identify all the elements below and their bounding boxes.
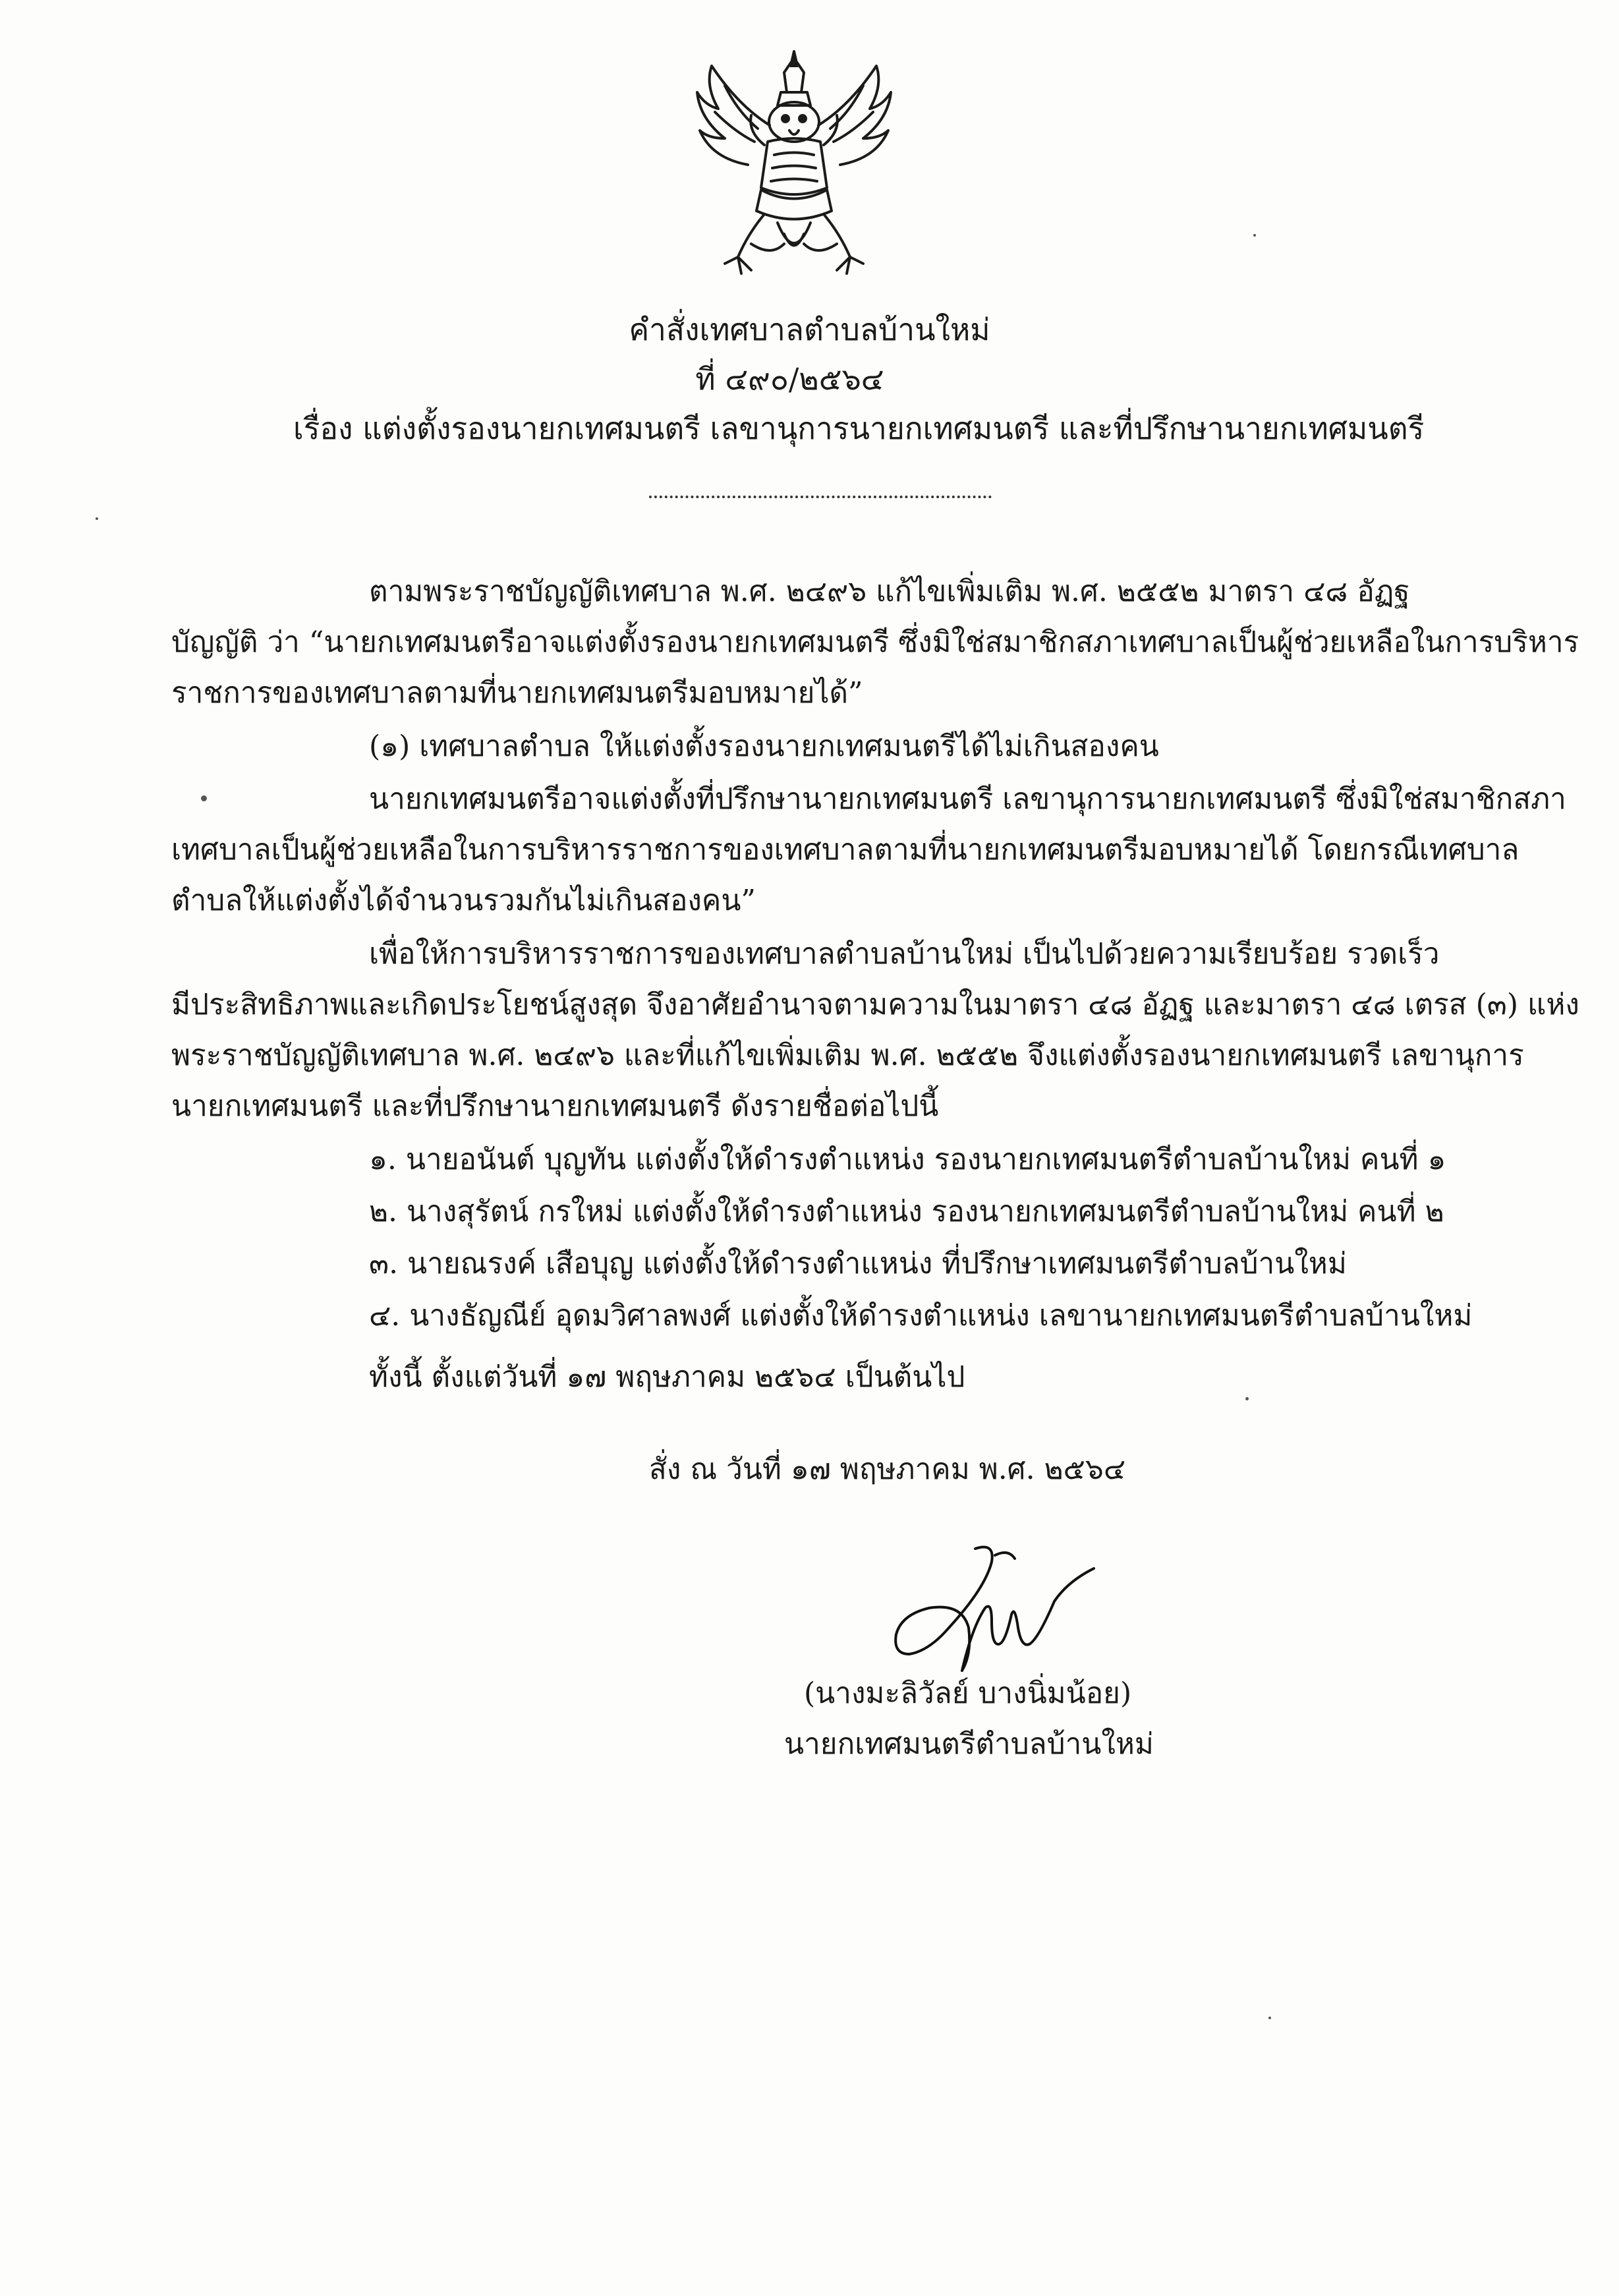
paragraph-1-line-3: ราชการของเทศบาลตามที่นายกเทศมนตรีมอบหมายได้” [171,676,863,710]
scan-speck [1253,234,1256,237]
signer-name: (นางมะลิวัลย์ บางนิ่มน้อย) [804,1677,1132,1710]
handwritten-signature [857,1529,1133,1687]
appointee-item: ๔. นางธัญณีย์ อุดมวิศาลพงศ์ แต่งตั้งให้ดำรงตำแหน่ง เลขานายกเทศมนตรีตำบลบ้านใหม่ [369,1299,1473,1333]
order-subject: เรื่อง แต่งตั้งรองนายกเทศมนตรี เลขานุการนายกเทศมนตรี และที่ปรึกษานายกเทศมนตรี [293,411,1425,446]
scan-speck [96,517,98,520]
scan-speck [1268,2017,1271,2019]
separator-dots [649,496,992,498]
paragraph-3-line-3: ตำบลให้แต่งตั้งได้จำนวนรวมกันไม่เกินสองคน” [171,884,756,917]
garuda-emblem-icon [685,46,903,290]
paragraph-1-line-1: ตามพระราชบัญญัติเทศบาล พ.ศ. ๒๔๙๖ แก้ไขเพิ่มเติม พ.ศ. ๒๕๕๒ มาตรา ๔๘ อัฏฐ [369,575,1410,608]
scan-speck [1245,1397,1249,1400]
paragraph-4-line-3: พระราชบัญญัติเทศบาล พ.ศ. ๒๔๙๖ และที่แก้ไขเพิ่มเติม พ.ศ. ๒๕๕๒ จึงแต่งตั้งรองนายกเทศมนตรี เลขานุการ [171,1039,1524,1072]
scan-speck [201,795,207,801]
appointee-item: ๒. นางสุรัตน์ กรใหม่ แต่งตั้งให้ดำรงตำแหน่ง รองนายกเทศมนตรีตำบลบ้านใหม่ คนที่ ๒ [369,1195,1444,1228]
order-number: ที่ ๔๙๐/๒๕๖๔ [695,361,884,397]
paragraph-3-line-2: เทศบาลเป็นผู้ช่วยเหลือในการบริหารราชการของเทศบาลตามที่นายกเทศมนตรีมอบหมายได้ โดยกรณีเทศบาล [171,833,1520,867]
order-title: คำสั่งเทศบาลตำบลบ้านใหม่ [629,312,990,347]
paragraph-4-line-2: มีประสิทธิภาพและเกิดประโยชน์สูงสุด จึงอาศัยอำนาจตามความในมาตรา ๔๘ อัฏฐ และมาตรา ๔๘ เตรส (๓) แห่ง [171,988,1579,1021]
signer-title: นายกเทศมนตรีตำบลบ้านใหม่ [784,1727,1154,1761]
ordered-on-date: สั่ง ณ วันที่ ๑๗ พฤษภาคม พ.ศ. ๒๕๖๔ [649,1452,1126,1486]
appointee-item: ๓. นายณรงค์ เสือบุญ แต่งตั้งให้ดำรงตำแหน่ง ที่ปรึกษาเทศมนตรีตำบลบ้านใหม่ [369,1247,1347,1280]
effective-date: ทั้งนี้ ตั้งแต่วันที่ ๑๗ พฤษภาคม ๒๕๖๔ เป็นต้นไป [369,1360,965,1394]
paragraph-4-line-1: เพื่อให้การบริหารราชการของเทศบาลตำบลบ้านใหม่ เป็นไปด้วยความเรียบร้อย รวดเร็ว [369,937,1440,971]
paragraph-2: (๑) เทศบาลตำบล ให้แต่งตั้งรองนายกเทศมนตรีได้ไม่เกินสองคน [369,730,1159,763]
paragraph-3-line-1: นายกเทศมนตรีอาจแต่งตั้งที่ปรึกษานายกเทศมนตรี เลขานุการนายกเทศมนตรี ซึ่งมิใช่สมาชิกสภา [369,782,1566,816]
paragraph-4-line-4: นายกเทศมนตรี และที่ปรึกษานายกเทศมนตรี ดังรายชื่อต่อไปนี้ [171,1089,939,1123]
appointee-item: ๑. นายอนันต์ บุญทัน แต่งตั้งให้ดำรงตำแหน่ง รองนายกเทศมนตรีตำบลบ้านใหม่ คนที่ ๑ [369,1143,1446,1176]
paragraph-1-line-2: บัญญัติ ว่า “นายกเทศมนตรีอาจแต่งตั้งรองนายกเทศมนตรี ซึ่งมิใช่สมาชิกสภาเทศบาลเป็นผู้ช่วยเหลือในการบริหาร [171,625,1579,659]
